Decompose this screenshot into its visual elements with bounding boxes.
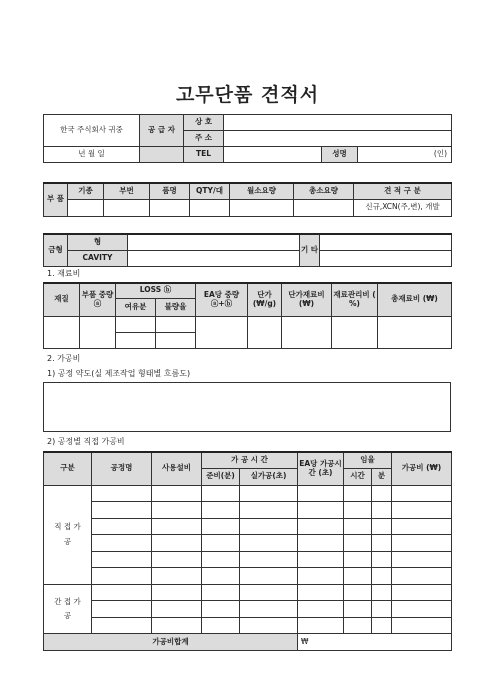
process-cell[interactable]: [392, 502, 452, 519]
col-model: 기종: [68, 183, 104, 199]
process-cell[interactable]: [202, 568, 240, 585]
hour-col: 시간: [344, 468, 372, 485]
process-cell[interactable]: [92, 535, 152, 552]
wage-col: 임율: [344, 452, 392, 468]
section-process-diagram: 1) 공정 약도(실 제조작업 형태별 흐름도): [47, 369, 191, 378]
defect-col: 불량율: [156, 298, 196, 316]
process-cell[interactable]: [152, 535, 202, 552]
process-cell[interactable]: [202, 485, 240, 502]
process-cell[interactable]: [344, 502, 372, 519]
process-cell[interactable]: [372, 502, 392, 519]
process-cell[interactable]: [372, 617, 392, 634]
unit-material-field[interactable]: [282, 316, 332, 348]
col-part-name: 품명: [150, 183, 190, 199]
ea-time-col: EA당 가공시간 (초): [298, 452, 344, 485]
material-field[interactable]: [44, 316, 80, 348]
cavity-field[interactable]: [128, 250, 300, 266]
material-col: 재질: [44, 283, 80, 316]
mold-type-field[interactable]: [128, 234, 300, 250]
tel-label: TEL: [184, 147, 224, 163]
etc-label: 기 타: [300, 234, 320, 266]
process-cell[interactable]: [392, 617, 452, 634]
total-material-field[interactable]: [378, 316, 452, 348]
process-cell[interactable]: [152, 551, 202, 568]
part-name-field[interactable]: [150, 199, 190, 216]
mold-label: 금형: [44, 234, 68, 266]
unit-material-col: 단가재료비 (₩): [282, 283, 332, 316]
unit-price-col: 단가 (₩/g): [248, 283, 282, 316]
process-cell[interactable]: [202, 535, 240, 552]
loss-col: LOSS ⓑ: [116, 283, 196, 298]
section-processing: 2. 가공비: [47, 354, 81, 363]
process-cell[interactable]: [240, 584, 298, 601]
process-cell[interactable]: [372, 551, 392, 568]
process-cell[interactable]: [202, 601, 240, 618]
ea-weight-col: EA당 중량 ⓐ+ⓑ: [196, 283, 248, 316]
address-field[interactable]: [224, 131, 452, 147]
process-cell[interactable]: [152, 502, 202, 519]
process-name-col: 공정명: [92, 452, 152, 485]
process-cell[interactable]: [202, 551, 240, 568]
process-cell[interactable]: [298, 601, 344, 618]
process-cell[interactable]: [92, 502, 152, 519]
prep-col: 준비(분): [202, 468, 240, 485]
seal: (인): [358, 147, 452, 163]
part-no-field[interactable]: [104, 199, 150, 216]
process-cell[interactable]: [298, 617, 344, 634]
process-cell[interactable]: [372, 518, 392, 535]
date: 년 월 일: [44, 147, 140, 163]
process-cell[interactable]: [344, 518, 372, 535]
process-cell[interactable]: [240, 601, 298, 618]
process-cell[interactable]: [298, 485, 344, 502]
indirect-label: 간 접 가 공: [44, 584, 92, 634]
process-diagram-box[interactable]: [43, 382, 451, 432]
spare-field-2[interactable]: [116, 332, 156, 348]
process-cell[interactable]: [92, 485, 152, 502]
material-mgmt-col: 재료관리비 ( %): [332, 283, 378, 316]
spare-field[interactable]: [116, 316, 156, 332]
col-qty: QTY/대: [190, 183, 230, 199]
process-cell[interactable]: [372, 485, 392, 502]
process-cell[interactable]: [240, 617, 298, 634]
supplier-label: 공 급 자: [140, 115, 184, 147]
col-monthly: 월소요량: [230, 183, 294, 199]
total-material-col: 총재료비 (₩): [378, 283, 452, 316]
process-cell[interactable]: [298, 518, 344, 535]
process-cell[interactable]: [392, 535, 452, 552]
process-cell[interactable]: [152, 485, 202, 502]
process-cell[interactable]: [92, 518, 152, 535]
tel-field[interactable]: [224, 147, 322, 163]
etc-field-2[interactable]: [320, 250, 452, 266]
qty-field[interactable]: [190, 199, 230, 216]
cavity-label: CAVITY: [68, 250, 128, 266]
process-cell[interactable]: [344, 485, 372, 502]
process-cell[interactable]: [240, 518, 298, 535]
spare-col: 여유분: [116, 298, 156, 316]
process-cell[interactable]: [202, 617, 240, 634]
actual-col: 실가공(초): [240, 468, 298, 485]
process-cell[interactable]: [240, 551, 298, 568]
col-category: 견 적 구 분: [354, 183, 452, 199]
processing-cost-col: 가공비 (₩): [392, 452, 452, 485]
ea-weight-field[interactable]: [196, 316, 248, 348]
section-process-cost: 2) 공정별 직접 가공비: [47, 437, 125, 446]
process-cell[interactable]: [344, 551, 372, 568]
address-label: 주 소: [184, 131, 224, 147]
total-label: 가공비합계: [44, 634, 298, 651]
part-weight-field[interactable]: [80, 316, 116, 348]
minute-col: 분: [372, 468, 392, 485]
process-cell[interactable]: [240, 535, 298, 552]
process-cell[interactable]: [152, 568, 202, 585]
process-cell[interactable]: [344, 617, 372, 634]
category-col: 구분: [44, 452, 92, 485]
unit-price-field[interactable]: [248, 316, 282, 348]
process-cell[interactable]: [392, 485, 452, 502]
total-currency: ₩: [298, 634, 452, 651]
monthly-field[interactable]: [230, 199, 294, 216]
mold-table: [43, 233, 452, 267]
process-table: [43, 451, 452, 651]
section-material: 1. 재료비: [47, 269, 81, 278]
parts-table: [43, 182, 452, 217]
model-field[interactable]: [68, 199, 104, 216]
page-title: 고무단품 견적서: [175, 84, 320, 106]
process-cell[interactable]: [202, 584, 240, 601]
process-cell[interactable]: [298, 584, 344, 601]
defect-field-2[interactable]: [156, 332, 196, 348]
process-cell[interactable]: [344, 584, 372, 601]
process-cell[interactable]: [344, 535, 372, 552]
process-cell[interactable]: [202, 502, 240, 519]
mold-type-label: 형: [68, 234, 128, 250]
process-cell[interactable]: [372, 535, 392, 552]
header-table: [43, 114, 452, 163]
process-cell[interactable]: [392, 551, 452, 568]
process-cell[interactable]: [298, 568, 344, 585]
process-cell[interactable]: [92, 568, 152, 585]
direct-label: 직 접 가 공: [44, 485, 92, 584]
col-total: 총소요량: [294, 183, 354, 199]
process-cell[interactable]: [202, 518, 240, 535]
process-cell[interactable]: [344, 568, 372, 585]
process-cell[interactable]: [152, 518, 202, 535]
process-cell[interactable]: [392, 568, 452, 585]
process-cell[interactable]: [372, 601, 392, 618]
process-cell[interactable]: [372, 568, 392, 585]
name-label: 성명: [322, 147, 358, 163]
process-cell[interactable]: [92, 584, 152, 601]
process-cell[interactable]: [92, 551, 152, 568]
total-field[interactable]: [294, 199, 354, 216]
material-table: [43, 282, 452, 349]
process-time-col: 가 공 시 간: [202, 452, 298, 468]
process-cell[interactable]: [152, 617, 202, 634]
parts-side-label: 부 품: [44, 183, 68, 216]
process-cell[interactable]: [298, 535, 344, 552]
material-mgmt-field[interactable]: [332, 316, 378, 348]
process-cell[interactable]: [240, 568, 298, 585]
col-part-no: 부번: [104, 183, 150, 199]
trade-name-field[interactable]: [224, 115, 452, 131]
process-cell[interactable]: [92, 617, 152, 634]
process-cell[interactable]: [372, 584, 392, 601]
process-cell[interactable]: [298, 502, 344, 519]
process-cell[interactable]: [240, 485, 298, 502]
equipment-col: 사용설비: [152, 452, 202, 485]
process-cell[interactable]: [392, 584, 452, 601]
process-cell[interactable]: [344, 601, 372, 618]
process-cell[interactable]: [152, 601, 202, 618]
part-weight-col: 부품 중량 ⓐ: [80, 283, 116, 316]
recipient: 한국 주식회사 귀중: [44, 115, 140, 147]
category-value: 신규,XCN(주,변), 개발: [354, 199, 452, 216]
process-cell[interactable]: [298, 551, 344, 568]
etc-field-1[interactable]: [320, 234, 452, 250]
process-cell[interactable]: [392, 601, 452, 618]
trade-name-label: 상 호: [184, 115, 224, 131]
process-cell[interactable]: [92, 601, 152, 618]
process-cell[interactable]: [392, 518, 452, 535]
process-cell[interactable]: [240, 502, 298, 519]
defect-field[interactable]: [156, 316, 196, 332]
process-cell[interactable]: [152, 584, 202, 601]
